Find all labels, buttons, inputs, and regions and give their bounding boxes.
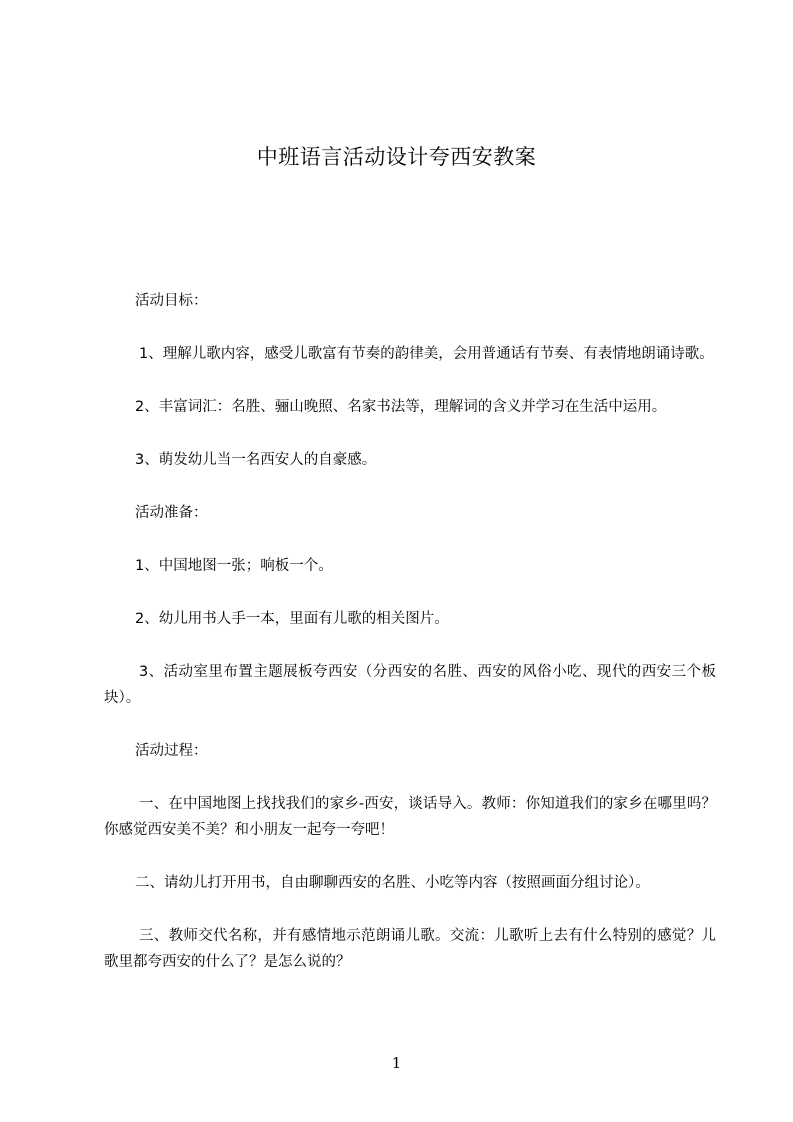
page-number: 1 [391, 1054, 402, 1072]
paragraph-goal-3: 3、萌发幼儿当一名西安人的自豪感。 [135, 452, 377, 468]
section-heading-process: 活动过程： [135, 743, 208, 759]
paragraph-prep-3: 3、活动室里布置主题展板夸西安（分西安的名胜、西安的风俗小吃、现代的西安三个板块）。 [104, 664, 716, 706]
document-title: 中班语言活动设计夸西安教案 [256, 145, 537, 169]
paragraph-process-2: 二、请幼儿打开用书，自由聊聊西安的名胜、小吃等内容（按照画面分组讨论）。 [135, 875, 650, 891]
document-body [104, 288, 716, 1002]
section-heading-goals: 活动目标： [135, 293, 208, 309]
section-heading-preparation: 活动准备： [135, 505, 208, 521]
paragraph-goal-1: 1、理解儿歌内容，感受儿歌富有节奏的韵律美，会用普通话有节奏、有表情地朗诵诗歌。 [139, 346, 714, 362]
paragraph-goal-2: 2、丰富词汇：名胜、骊山晚照、名家书法等，理解词的含义并学习在生活中运用。 [135, 399, 667, 415]
paragraph-prep-1: 1、中国地图一张；响板一个。 [135, 558, 333, 574]
paragraph-process-3: 三、教师交代名称，并有感情地示范朗诵儿歌。交流：儿歌听上去有什么特别的感觉？儿歌里都夸西安的什么了？是怎么说的？ [104, 928, 716, 970]
paragraph-prep-2: 2、幼儿用书人手一本，里面有儿歌的相关图片。 [135, 611, 449, 627]
paragraph-process-1: 一、在中国地图上找找我们的家乡-西安，谈话导入。教师：你知道我们的家乡在哪里吗？你感觉西安美不美？和小朋友一起夸一夸吧！ [104, 796, 716, 838]
